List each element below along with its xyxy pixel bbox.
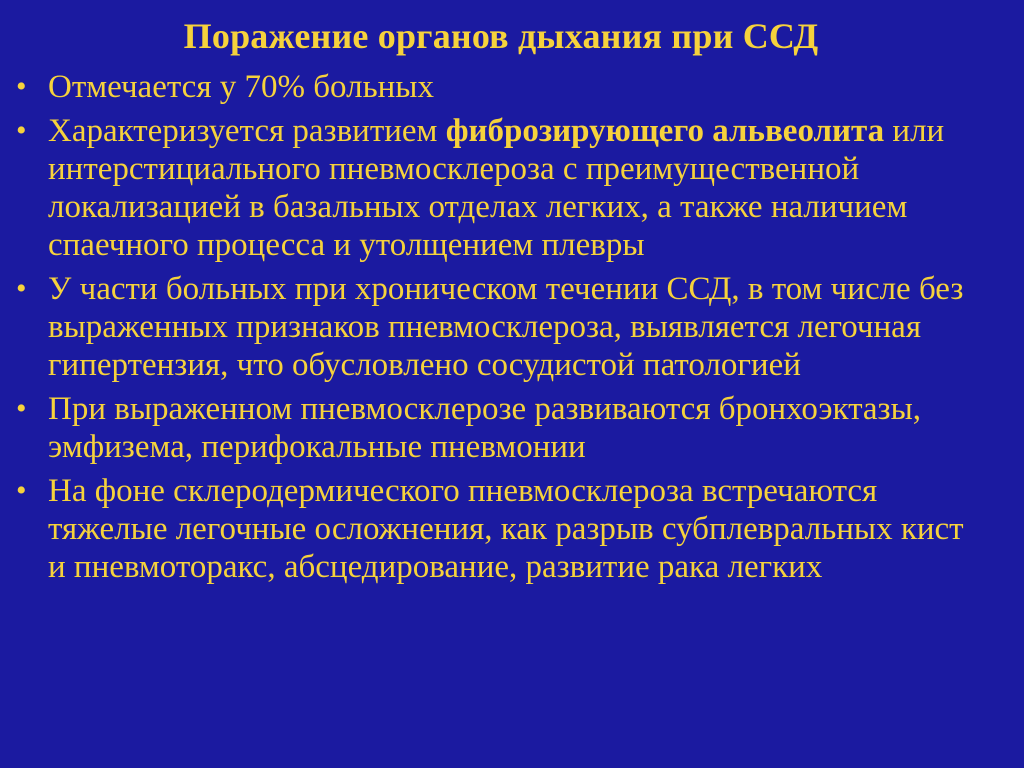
bullet-item xyxy=(14,112,988,264)
bullet-item xyxy=(14,68,988,106)
bullet-text-continued: или интерстициального пневмосклероза с преимущественной локализацией в базальных отделах легких, а также наличием спаечного процесса и утолщением плевры xyxy=(48,113,945,263)
bullet-text: На фоне склеродермического пневмосклероза встречаются тяжелые легочные осложнения, как разрыв субплевральных кист и пневмоторакс, абсцедирование, развитие рака легких xyxy=(48,473,964,585)
bullet-text: У части больных при хроническом течении ССД, в том числе без выраженных признаков пневмосклероза, выявляется легочная гипертензия, что обусловлено сосудистой патологией xyxy=(48,271,964,383)
bullet-dot-icon: • xyxy=(16,474,27,507)
bullet-text: При выраженном пневмосклерозе развиваются бронхоэктазы, эмфизема, перифокальные пневмонии xyxy=(48,391,922,465)
bullet-list xyxy=(14,68,988,586)
bullet-text: Характеризуется развитием xyxy=(48,113,446,149)
bullet-dot-icon: • xyxy=(16,272,27,305)
bullet-item xyxy=(14,472,988,586)
bullet-dot-icon: • xyxy=(16,392,27,425)
bullet-bold-term: фиброзирующего альвеолита xyxy=(445,113,885,149)
bullet-item xyxy=(14,390,988,466)
bullet-text: Отмечается у 70% больных xyxy=(48,69,434,105)
slide-title: Поражение органов дыхания при ССД xyxy=(183,16,819,56)
bullet-item xyxy=(14,270,988,384)
bullet-dot-icon: • xyxy=(16,70,27,103)
bullet-dot-icon: • xyxy=(16,114,27,147)
